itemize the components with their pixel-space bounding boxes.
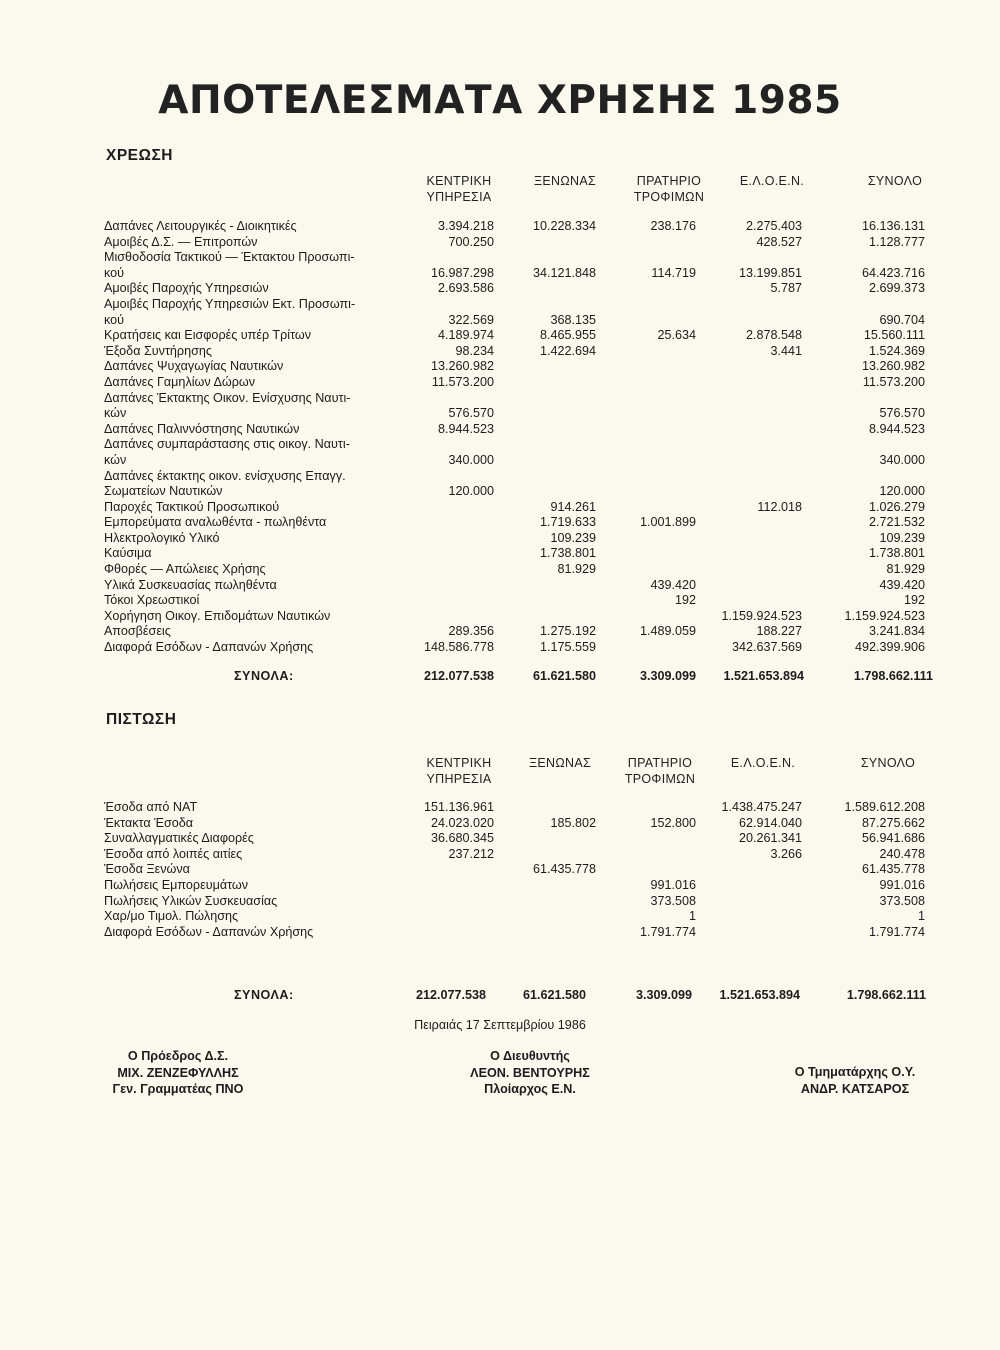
cell-food-store: 439.420 [650,577,696,592]
signature-section-head [735,1064,975,1097]
table-row [104,235,930,251]
signature-role: Ο Πρόεδρος Δ.Σ. [127,1049,229,1063]
col-head-line: ΚΕΝΤΡΙΚΗ [426,174,492,188]
cell-eloen: 3.441 [770,343,802,358]
table-row [104,500,930,516]
cell-guesthouse: 914.261 [550,499,596,514]
cell-sum: 56.941.686 [861,831,925,846]
row-label: Συναλλαγματικές Διαφορές [104,831,254,846]
signature-director [410,1048,650,1098]
cell-guesthouse: 1.275.192 [539,624,596,639]
debit-col-head-guesthouse [515,173,615,189]
table-row [104,484,930,500]
cell-eloen: 112.018 [757,499,802,514]
cell-central: 700.250 [448,234,494,249]
cell-sum: 87.275.662 [861,815,925,830]
credit-total-central: 212.077.538 [415,988,486,1002]
cell-sum: 492.399.906 [854,640,925,655]
row-label: Διαφορά Εσόδων - Δαπανών Χρήσης [104,924,314,939]
col-head-line: ΤΡΟΦΙΜΩΝ [633,190,705,204]
row-label: κών [104,406,127,421]
table-row [104,816,930,832]
cell-food-store: 991.016 [650,877,696,892]
signature-role: Ο Τμηματάρχης Ο.Υ. [794,1065,916,1079]
signature-subtitle: Πλοίαρχος Ε.Ν. [484,1082,576,1096]
row-label: κού [104,265,125,280]
cell-sum: 1.738.801 [868,546,925,561]
col-head-line: ΥΠΗΡΕΣΙΑ [426,190,492,204]
cell-food-store: 1.791.774 [639,924,696,939]
cell-food-store: 238.176 [650,219,696,233]
cell-food-store: 192 [674,593,696,608]
row-label: Έκτακτα Έσοδα [104,815,194,830]
signature-president [58,1048,298,1098]
table-row [104,313,930,329]
cell-food-store: 1 [688,909,696,924]
cell-sum: 8.944.523 [868,421,925,436]
table-row [104,344,930,360]
row-label: Έσοδα από ΝΑΤ [104,800,198,814]
col-head-line: Ε.Λ.Ο.Ε.Ν. [739,174,805,188]
cell-food-store: 25.634 [657,328,696,343]
col-head-line: ΞΕΝΩΝΑΣ [528,756,592,770]
cell-sum: 340.000 [879,452,925,467]
row-label: Καύσιμα [104,546,152,561]
cell-sum: 1.128.777 [868,234,925,249]
cell-eloen: 13.199.851 [738,265,802,280]
credit-total-eloen: 1.521.653.894 [719,988,800,1002]
cell-guesthouse: 8.465.955 [539,328,596,343]
credit-col-head-food-store [605,755,715,787]
table-row [104,562,930,578]
col-head-line: ΠΡΑΤΗΡΙΟ [627,756,693,770]
credit-total-guesthouse: 61.621.580 [522,988,586,1002]
debit-heading: ΧΡΕΩΣΗ [106,147,173,164]
credit-totals-label: ΣΥΝΟΛΑ: [234,988,294,1002]
cell-food-store: 152.800 [650,815,696,830]
row-label: Σωματείων Ναυτικών [104,484,223,499]
cell-sum: 2.721.532 [868,515,925,530]
row-label: Τόκοι Χρεωστικοί [104,593,200,608]
cell-eloen: 188.227 [756,624,802,639]
cell-eloen: 20.261.341 [738,831,802,846]
table-row [104,406,930,422]
cell-sum: 13.260.982 [861,359,925,374]
table-row [104,640,930,656]
cell-sum: 64.423.716 [861,265,925,280]
table-row [104,925,930,941]
row-label: Έξοδα Συντήρησης [104,343,212,358]
debit-col-head-total [840,173,950,189]
debit-col-head-eloen [717,173,827,189]
cell-sum: 576.570 [879,406,925,421]
credit-heading: ΠΙΣΤΩΣΗ [106,711,177,728]
row-label: Έσοδα Ξενώνα [104,862,190,877]
cell-sum: 1.589.612.208 [844,800,925,814]
cell-sum: 16.136.131 [861,219,925,233]
cell-food-store: 373.508 [650,893,696,908]
row-label: Κρατήσεις και Εισφορές υπέρ Τρίτων [104,328,311,343]
cell-central: 576.570 [448,406,494,421]
cell-central: 16.987.298 [430,265,494,280]
debit-col-head-central [404,173,514,205]
row-label: Χορήγηση Οικογ. Επιδομάτων Ναυτικών [104,608,331,623]
table-row [104,831,930,847]
row-label: Δαπάνες Έκτακτης Οικον. Ενίσχυσης Ναυτι- [104,390,351,405]
cell-food-store: 114.719 [651,265,696,280]
cell-guesthouse: 1.175.559 [539,640,596,655]
cell-sum: 61.435.778 [861,862,925,877]
row-label: Αποσβέσεις [104,624,171,639]
table-row [104,515,930,531]
row-label: Παροχές Τακτικού Προσωπικού [104,499,280,514]
cell-central: 36.680.345 [430,831,494,846]
debit-col-head-food-store [614,173,724,205]
credit-table [104,800,930,940]
cell-central: 8.944.523 [437,421,494,436]
cell-guesthouse: 368.135 [550,312,596,327]
row-label: Έσοδα από λοιπές αιτίες [104,846,243,861]
cell-sum: 1.524.369 [868,343,925,358]
col-head-line: ΣΥΝΟΛΟ [867,174,923,188]
cell-sum: 439.420 [879,577,925,592]
row-label: Εμπορεύματα αναλωθέντα - πωληθέντα [104,515,327,530]
cell-central: 11.573.200 [431,374,494,389]
cell-guesthouse: 1.738.801 [539,546,596,561]
cell-sum: 1 [917,909,925,924]
row-label: Διαφορά Εσόδων - Δαπανών Χρήσης [104,640,314,655]
cell-food-store: 1.001.899 [639,515,696,530]
cell-eloen: 2.275.403 [745,219,802,233]
cell-guesthouse: 61.435.778 [532,862,596,877]
row-label: Δαπάνες συμπαράστασης στις οικογ. Ναυτι- [104,437,350,452]
cell-guesthouse: 1.422.694 [539,343,596,358]
cell-central: 3.394.218 [437,219,494,233]
cell-sum: 1.159.924.523 [844,608,925,623]
table-row [104,609,930,625]
credit-totals-row [104,988,930,1006]
table-row [104,437,930,453]
col-head-line: ΞΕΝΩΝΑΣ [533,174,597,188]
cell-eloen: 62.914.040 [738,815,802,830]
cell-guesthouse: 34.121.848 [532,265,596,280]
table-row [104,453,930,469]
col-head-line: ΚΕΝΤΡΙΚΗ [426,756,492,770]
cell-guesthouse: 1.719.633 [539,515,596,530]
cell-sum: 373.508 [879,893,925,908]
col-head-line: ΤΡΟΦΙΜΩΝ [624,772,696,786]
cell-central: 289.356 [448,624,494,639]
debit-total-eloen: 1.521.653.894 [723,669,804,683]
row-label: Δαπάνες Λειτουργικές - Διοικητικές [104,219,297,233]
table-row [104,593,930,609]
cell-guesthouse: 81.929 [557,562,596,577]
signature-name: ΛΕΟΝ. ΒΕΝΤΟΥΡΗΣ [470,1065,590,1080]
row-label: Πωλήσεις Εμπορευμάτων [104,877,249,892]
debit-total-sum: 1.798.662.111 [853,669,933,683]
row-label: Φθορές — Απώλειες Χρήσης [104,562,266,577]
row-label: κού [104,312,125,327]
row-label: Δαπάνες Ψυχαγωγίας Ναυτικών [104,359,284,374]
row-label: Ηλεκτρολογικό Υλικό [104,530,220,545]
credit-col-head-total [833,755,943,771]
cell-sum: 690.704 [879,312,925,327]
cell-guesthouse: 185.802 [550,815,596,830]
credit-col-head-guesthouse [505,755,615,771]
col-head-line: ΣΥΝΟΛΟ [860,756,916,770]
cell-sum: 11.573.200 [862,374,925,389]
table-row [104,862,930,878]
credit-col-head-eloen [708,755,818,771]
cell-central: 151.136.961 [423,800,494,814]
cell-sum: 192 [903,593,925,608]
table-row [104,578,930,594]
table-row [104,894,930,910]
cell-sum: 240.478 [879,846,925,861]
signature-subtitle: Γεν. Γραμματέας ΠΝΟ [112,1082,244,1096]
page-title: ΑΠΟΤΕΛΕΣΜΑΤΑ ΧΡΗΣΗΣ 1985 [158,78,842,123]
debit-totals-label: ΣΥΝΟΛΑ: [234,669,294,683]
cell-sum: 120.000 [879,484,925,499]
table-row [104,546,930,562]
table-row [104,624,930,640]
debit-table [104,219,930,656]
cell-guesthouse: 10.228.334 [532,219,596,233]
row-label: Μισθοδοσία Τακτικού — Έκτακτου Προσωπι- [104,250,355,265]
col-head-line: ΥΠΗΡΕΣΙΑ [426,772,492,786]
table-row [104,531,930,547]
row-label: Πωλήσεις Υλικών Συσκευασίας [104,893,278,908]
row-label: Αμοιβές Δ.Σ. — Επιτροπών [104,234,258,249]
table-row [104,878,930,894]
col-head-line: Ε.Λ.Ο.Ε.Ν. [730,756,796,770]
signature-name: ΜΙΧ. ΖΕΝΖΕΦΥΛΛΗΣ [117,1065,239,1080]
table-row [104,266,930,282]
row-label: Δαπάνες έκτακτης οικον. ενίσχυσης Επαγγ. [104,468,346,483]
cell-sum: 109.239 [879,530,925,545]
table-row [104,847,930,863]
table-row [104,297,930,313]
col-head-line: ΠΡΑΤΗΡΙΟ [636,174,702,188]
row-label: Χαρ/μο Τιμολ. Πώλησης [104,909,239,924]
table-row [104,909,930,925]
cell-central: 13.260.982 [430,359,494,374]
row-label: Υλικά Συσκευασίας πωληθέντα [104,577,277,592]
signature-role: Ο Διευθυντής [490,1049,570,1063]
cell-sum: 1.791.774 [868,924,925,939]
cell-food-store: 1.489.059 [639,624,696,639]
table-row [104,422,930,438]
table-row [104,359,930,375]
cell-central: 2.693.586 [437,281,494,296]
cell-central: 322.569 [448,312,494,327]
cell-central: 237.212 [448,846,494,861]
cell-eloen: 3.266 [770,846,802,861]
place-date: Πειραιάς 17 Σεπτεμβρίου 1986 [414,1018,586,1032]
cell-central: 98.234 [455,343,494,358]
cell-eloen: 5.787 [770,281,802,296]
credit-col-head-central [404,755,514,787]
cell-eloen: 1.159.924.523 [721,608,802,623]
debit-total-central: 212.077.538 [423,669,494,683]
table-row [104,391,930,407]
table-row [104,375,930,391]
table-row [104,469,930,485]
cell-eloen: 342.637.569 [731,640,802,655]
cell-sum: 81.929 [886,562,925,577]
cell-guesthouse: 109.239 [550,530,596,545]
table-row [104,219,930,235]
cell-sum: 3.241.834 [868,624,925,639]
signature-name: ΑΝΔΡ. ΚΑΤΣΑΡΟΣ [800,1081,910,1096]
debit-totals-row [104,669,933,687]
cell-central: 24.023.020 [430,815,494,830]
debit-total-food-store: 3.309.099 [639,669,696,683]
table-row [104,250,930,266]
credit-total-sum: 1.798.662.111 [846,988,926,1002]
debit-total-guesthouse: 61.621.580 [532,669,596,683]
table-row [104,328,930,344]
cell-sum: 2.699.373 [868,281,925,296]
cell-sum: 1.026.279 [868,499,925,514]
credit-total-food-store: 3.309.099 [635,988,692,1002]
row-label: Δαπάνες Παλιννόστησης Ναυτικών [104,421,300,436]
cell-eloen: 428.527 [756,234,802,249]
cell-central: 120.000 [448,484,494,499]
row-label: Δαπάνες Γαμηλίων Δώρων [104,374,256,389]
cell-central: 4.189.974 [437,328,494,343]
cell-eloen: 1.438.475.247 [721,800,802,814]
row-label: Αμοιβές Παροχής Υπηρεσιών Εκτ. Προσωπι- [104,296,356,311]
cell-central: 340.000 [448,452,494,467]
cell-eloen: 2.878.548 [745,328,802,343]
table-row [104,800,930,816]
cell-central: 148.586.778 [423,640,494,655]
row-label: Αμοιβές Παροχής Υπηρεσιών [104,281,269,296]
table-row [104,281,930,297]
cell-sum: 15.560.111 [863,328,925,343]
row-label: κών [104,452,127,467]
cell-sum: 991.016 [879,877,925,892]
